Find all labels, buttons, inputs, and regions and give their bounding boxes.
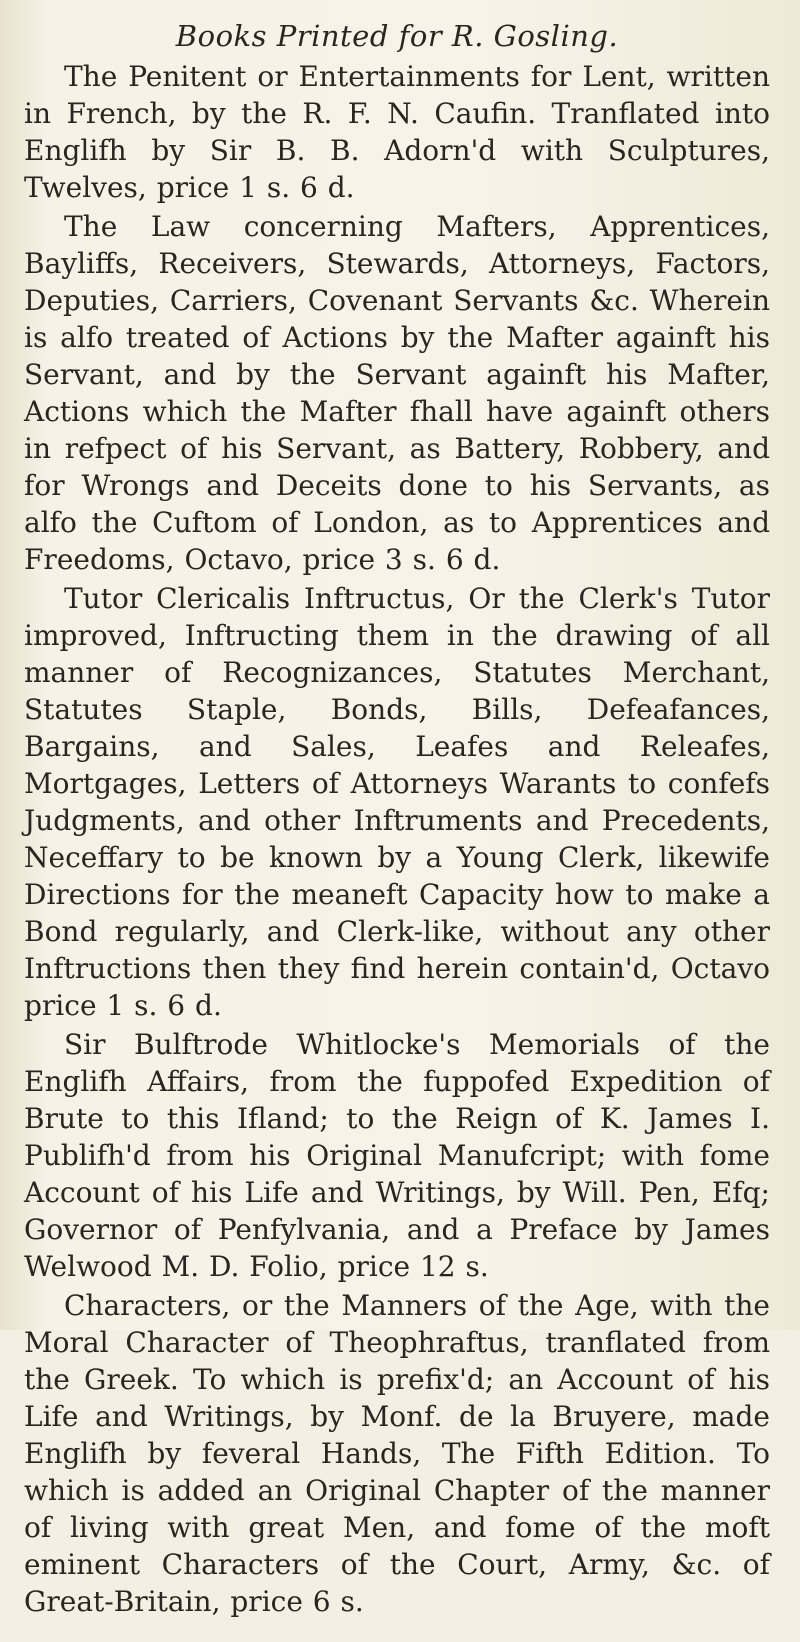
book-entry-penitent: The Penitent or Entertainments for Lent, written in French, by the R. F. N. Caufin. Tranflated into Englifh by Sir B. B. Adorn'd with Sculptures, Twelves, price 1 s. 6 d. [24,60,770,204]
book-entry-characters: Characters, or the Manners of the Age, with the Moral Character of Theophraftus, tranflated from the Greek. To which is prefix'd; an Account of his Life and Writings, by Monf. de la Bruyere, made Englifh by feveral Hands, The Fifth Edition. To which is added an Original Chapter of the manner of living with great Men, and fome of the moft eminent Characters of the Court, Army, &c. of Great-Britain, price 6 s. [24,1289,770,1618]
page-header: Books Printed for R. Gosling. [175,19,619,53]
book-entry-law-masters: The Law concerning Mafters, Apprentices, Bayliffs, Receivers, Stewards, Attorneys, Factors, Deputies, Carriers, Covenant Servants &c. Wherein is alfo treated of Actions by the Mafter againft his Servant, and by the Servant againft his Mafter, Actions which the Mafter fhall have againft others in refpect of his Servant, as Battery, Robbery, and for Wrongs and Deceits done to his Servants, as alfo the Cuftom of London, as to Apprentices and Freedoms, Octavo, price 3 s. 6 d. [24,210,770,576]
blank-page-area [24,1622,770,1642]
book-entry-tutor-clericalis: Tutor Clericalis Inftructus, Or the Clerk's Tutor improved, Inftructing them in the drawing of all manner of Recognizances, Statutes Merchant, Statutes Staple, Bonds, Bills, Defeafances, Bargains, and Sales, Leafes and Releafes, Mortgages, Letters of Attorneys Warants to confefs Judgments, and other Inftruments and Precedents, Neceffary to be known by a Young Clerk, likewife Directions for the meaneft Capacity how to make a Bond regularly, and Clerk-like, without any other Inftructions then they find herein contain'd, Octavo price 1 s. 6 d. [24,582,770,1022]
book-entry-whitlocke-memorials: Sir Bulftrode Whitlocke's Memorials of the Englifh Affairs, from the fuppofed Expedition of Brute to this Ifland; to the Reign of K. James I. Publifh'd from his Original Manufcript; with fome Account of his Life and Writings, by Will. Pen, Efq; Governor of Penfylvania, and a Preface by James Welwood M. D. Folio, price 12 s. [24,1028,770,1283]
